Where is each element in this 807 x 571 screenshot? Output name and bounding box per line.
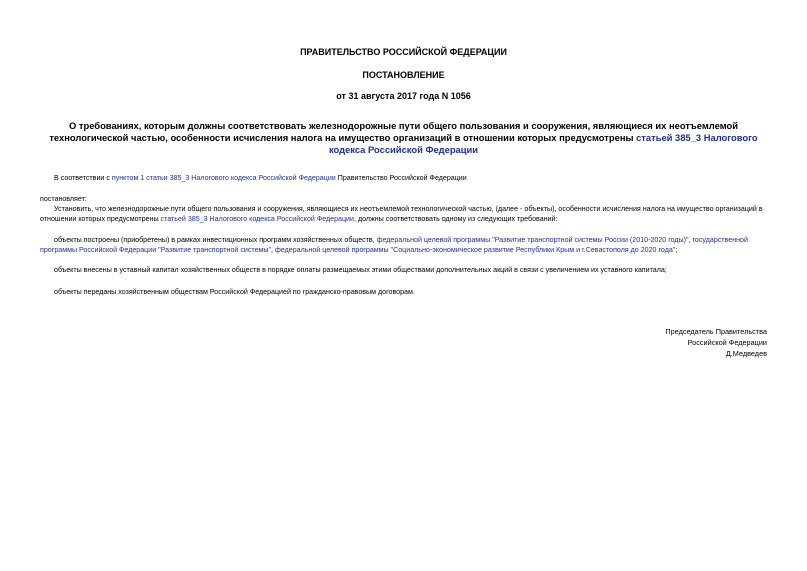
signature-country-line: Российской Федерации bbox=[687, 338, 767, 347]
establish-law-link[interactable]: статьей 385_3 Налогового кодекса Российской Федерации bbox=[160, 215, 354, 223]
document-date-number: от 31 августа 2017 года N 1056 bbox=[336, 91, 471, 101]
item1-separator-1: , bbox=[688, 236, 693, 244]
document-title bbox=[40, 120, 767, 156]
title-text: О требованиях, которым должны соответствовать железнодорожные пути общего пользования и сооружения, являющиеся их неотъемлемой технологической частью, особенности исчисления налога на имущество организаций в отношении которых предусмотрены bbox=[49, 120, 738, 143]
preamble-paragraph bbox=[40, 173, 767, 183]
establish-paragraph bbox=[40, 204, 767, 224]
establish-text-after: , должны соответствовать одному из следующих требований: bbox=[354, 215, 558, 223]
item1-program-link-3[interactable]: федеральной целевой программы "Социально-экономическое развитие Республики Крым и г.Севастополя до 2020 года" bbox=[274, 246, 676, 254]
signature-name: Д.Медведев bbox=[725, 349, 767, 358]
item1-text-after: ; bbox=[675, 246, 678, 254]
requirement-item-2: объекты внесены в уставный капитал хозяйственных обществ в порядке оплаты размещаемых этими обществами дополнительных акций в связи с увеличением их уставного капитала; bbox=[54, 266, 667, 274]
establish-text-before: Установить, что железнодорожные пути общего пользования и сооружения, являющиеся их неотъемлемой технологической частью, (далее - объекты), особенности исчисления налога на имущество организаций в отношении которых предусмотрены bbox=[40, 205, 763, 223]
item1-text-before: объекты построены (приобретены) в рамках инвестиционных программ хозяйственных обществ, bbox=[54, 236, 377, 244]
preamble-text-after: Правительство Российской Федерации bbox=[335, 174, 467, 182]
resolves-label: постановляет: bbox=[40, 195, 87, 203]
requirement-item-1 bbox=[40, 235, 767, 255]
preamble-text-before: В соответствии с bbox=[54, 174, 112, 182]
item1-program-link-2[interactable]: государственной программы Российской Федерации "Развитие транспортной системы" bbox=[40, 236, 748, 254]
item1-program-link-1[interactable]: федеральной целевой программы "Развитие транспортной системы России (2010-2020 годы)" bbox=[376, 236, 689, 244]
item1-separator-2: , bbox=[271, 246, 275, 254]
document-type: ПОСТАНОВЛЕНИЕ bbox=[362, 70, 445, 80]
government-heading: ПРАВИТЕЛЬСТВО РОССИЙСКОЙ ФЕДЕРАЦИИ bbox=[300, 47, 507, 57]
preamble-law-link[interactable]: пунктом 1 статьи 385_3 Налогового кодекса Российской Федерации bbox=[111, 174, 336, 182]
signature-position-line: Председатель Правительства bbox=[665, 327, 767, 336]
requirement-item-3: объекты переданы хозяйственным обществам Российской Федерацией по гражданско-правовым договорам. bbox=[54, 288, 415, 296]
title-law-link[interactable]: статьей 385_3 Налогового кодекса Российской Федерации bbox=[328, 132, 758, 155]
signature-block bbox=[665, 326, 767, 359]
